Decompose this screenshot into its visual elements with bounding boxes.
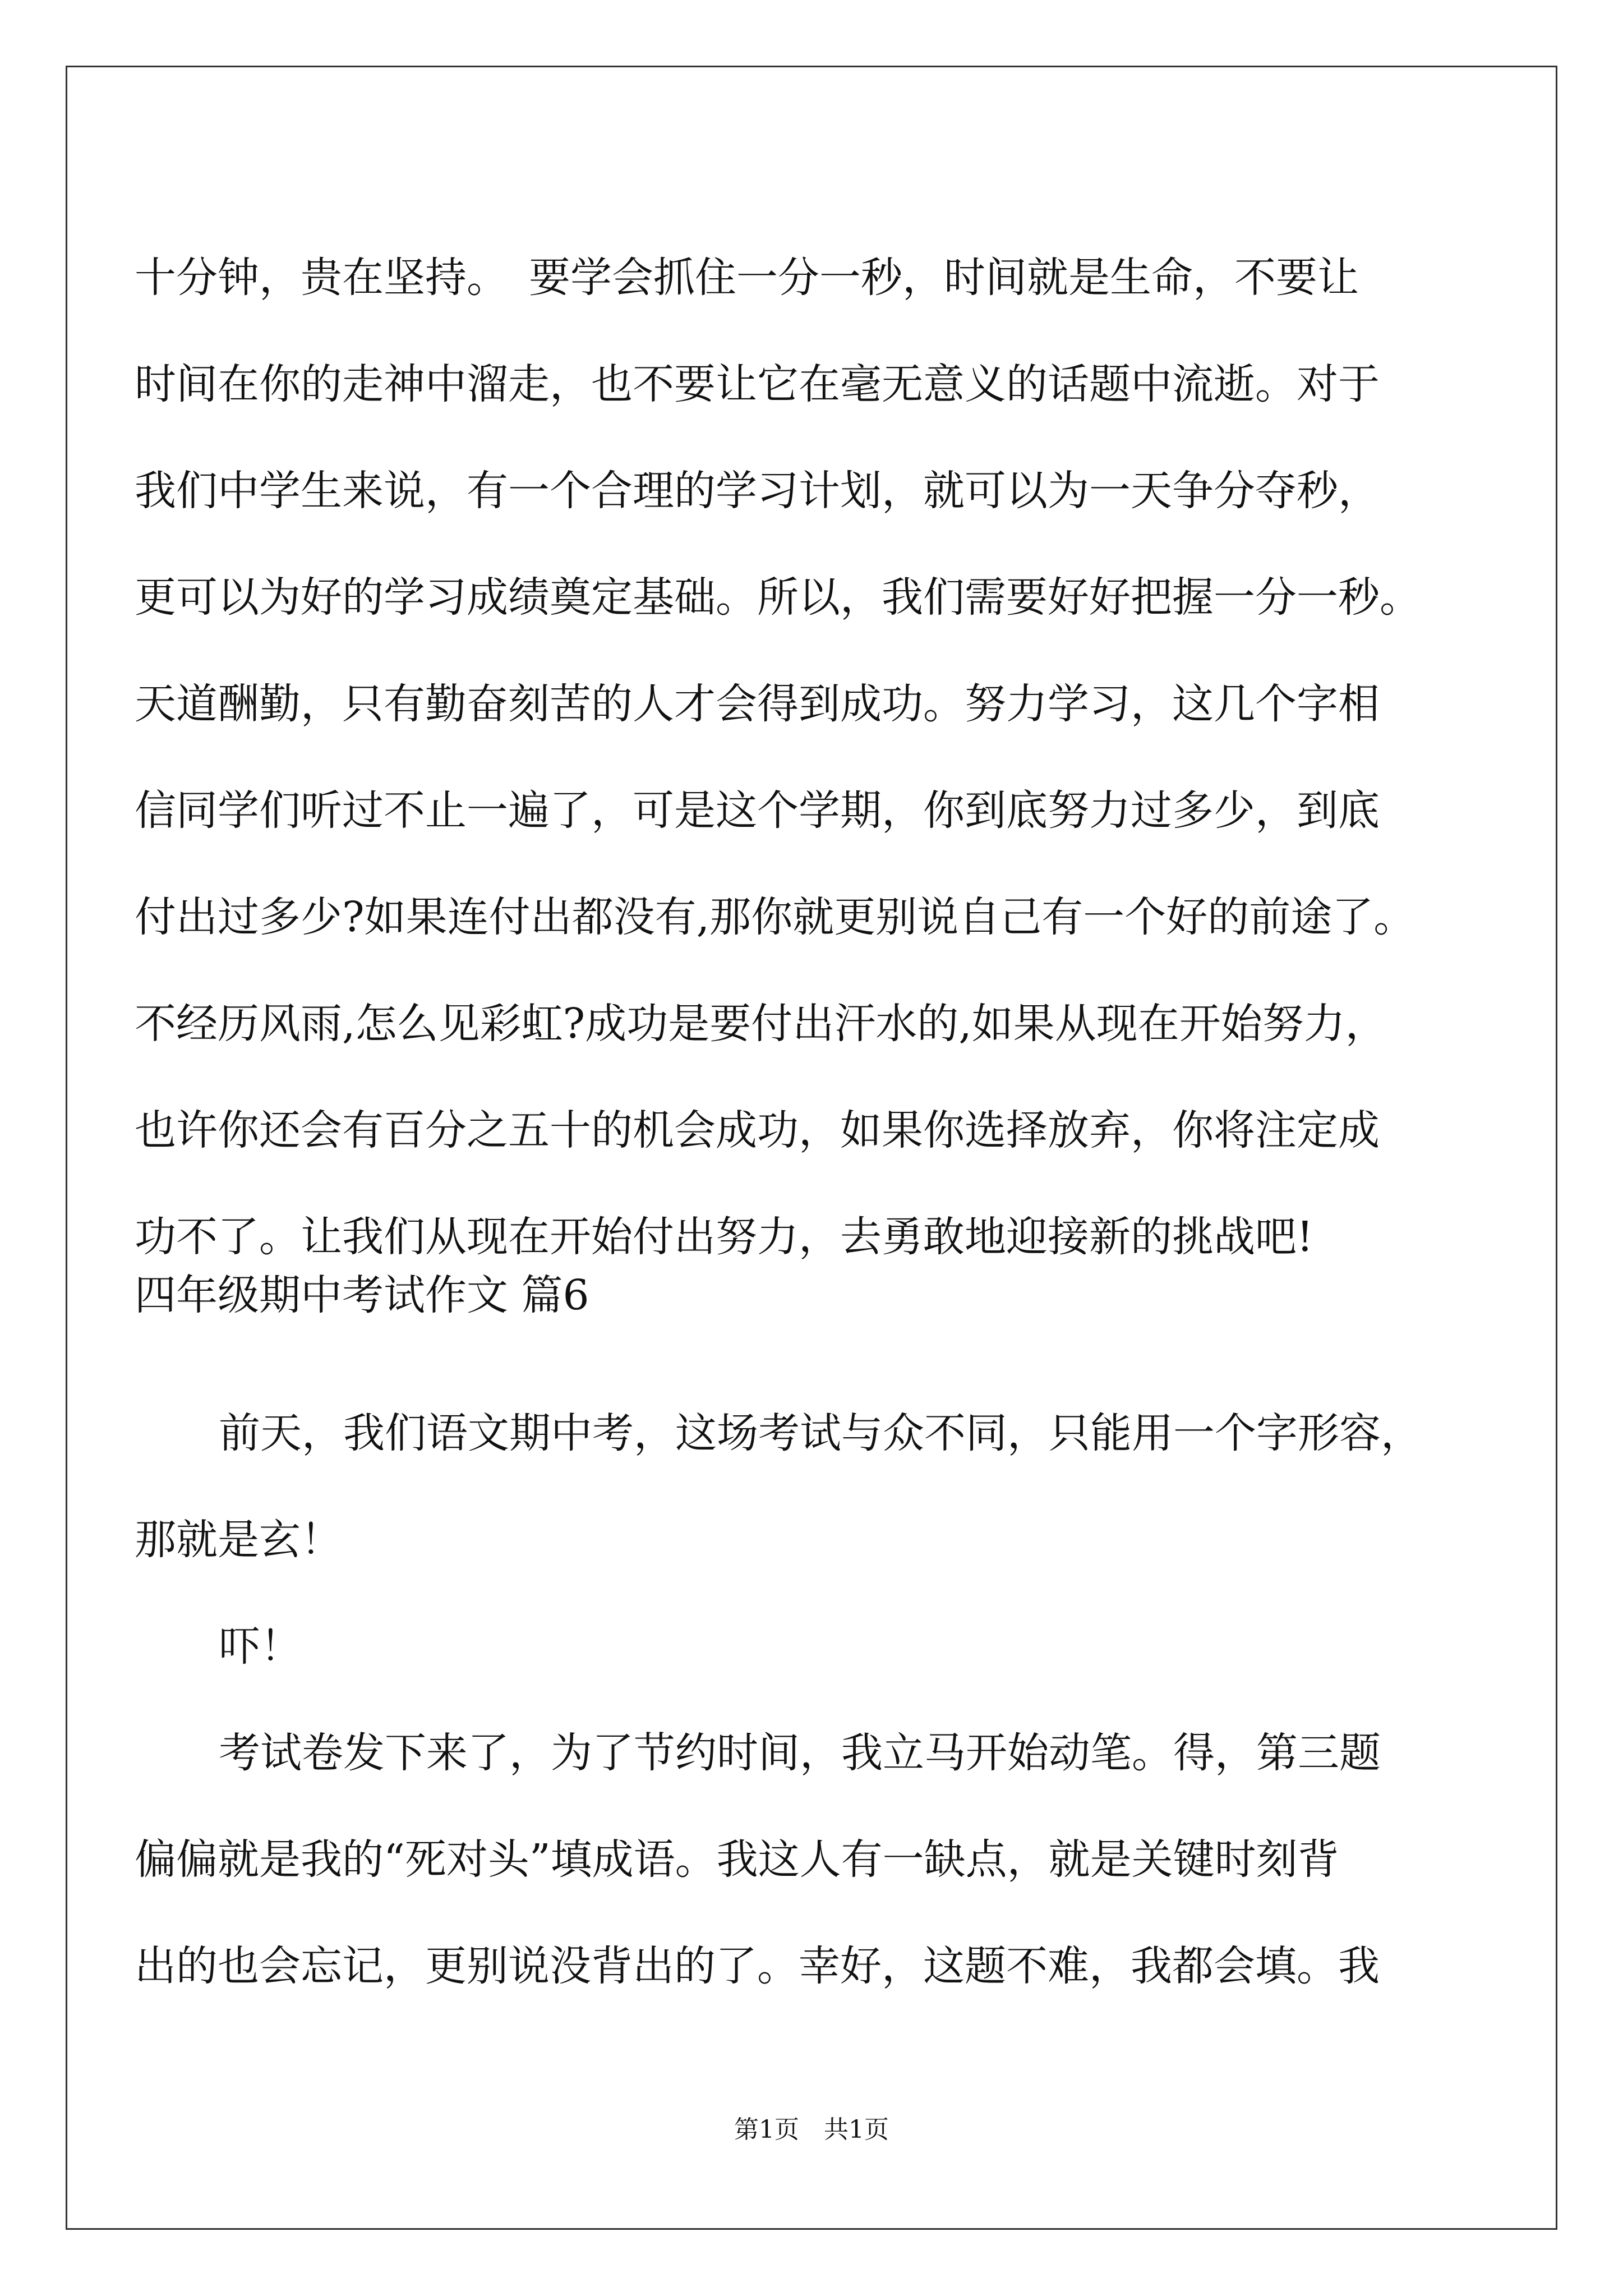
text-line: 不经历风雨,怎么见彩虹?成功是要付出汗水的,如果从现在开始努力， [135, 1000, 1387, 1048]
text-line: 那就是玄！ [135, 1516, 342, 1564]
text-line: 信同学们听过不止一遍了，可是这个学期，你到底努力过多少，到底 [135, 786, 1380, 835]
page-number-footer: 第1页 共1页 [734, 2115, 889, 2144]
essay-body-continued [135, 1380, 1492, 2019]
text-line: 付出过多少?如果连付出都没有,那你就更别说自己有一个好的前途了。 [135, 893, 1415, 941]
text-line: 我们中学生来说，有一个合理的学习计划，就可以为一天争分夺秒， [135, 467, 1380, 515]
text-line: 考试卷发下来了，为了节约时间，我立马开始动笔。得，第三题 [219, 1729, 1381, 1777]
text-line: 天道酬勤，只有勤奋刻苦的人才会得到成功。努力学习，这几个字相 [135, 680, 1380, 728]
text-line: 吓！ [219, 1622, 302, 1671]
text-line: 更可以为好的学习成绩奠定基础。所以，我们需要好好把握一分一秒。 [135, 573, 1421, 622]
text-line: 前天，我们语文期中考，这场考试与众不同，只能用一个字形容， [219, 1409, 1422, 1457]
section-heading: 四年级期中考试作文 篇6 [135, 1271, 589, 1319]
text-line: 也许你还会有百分之五十的机会成功，如果你选择放弃，你将注定成 [135, 1106, 1380, 1154]
essay-body [135, 224, 1492, 1290]
text-line: 功不了。让我们从现在开始付出努力，去勇敢地迎接新的挑战吧! [135, 1213, 1313, 1261]
text-line: 时间在你的走神中溜走，也不要让它在毫无意义的话题中流逝。对于 [135, 360, 1380, 408]
text-line: 出的也会忘记，更别说没背出的了。幸好，这题不难，我都会填。我 [135, 1942, 1380, 1990]
text-line: 偏偏就是我的“死对头”填成语。我这人有一缺点，就是关键时刻背 [135, 1835, 1339, 1884]
text-line: 十分钟，贵在坚持。 要学会抓住一分一秒，时间就是生命，不要让 [135, 254, 1359, 302]
